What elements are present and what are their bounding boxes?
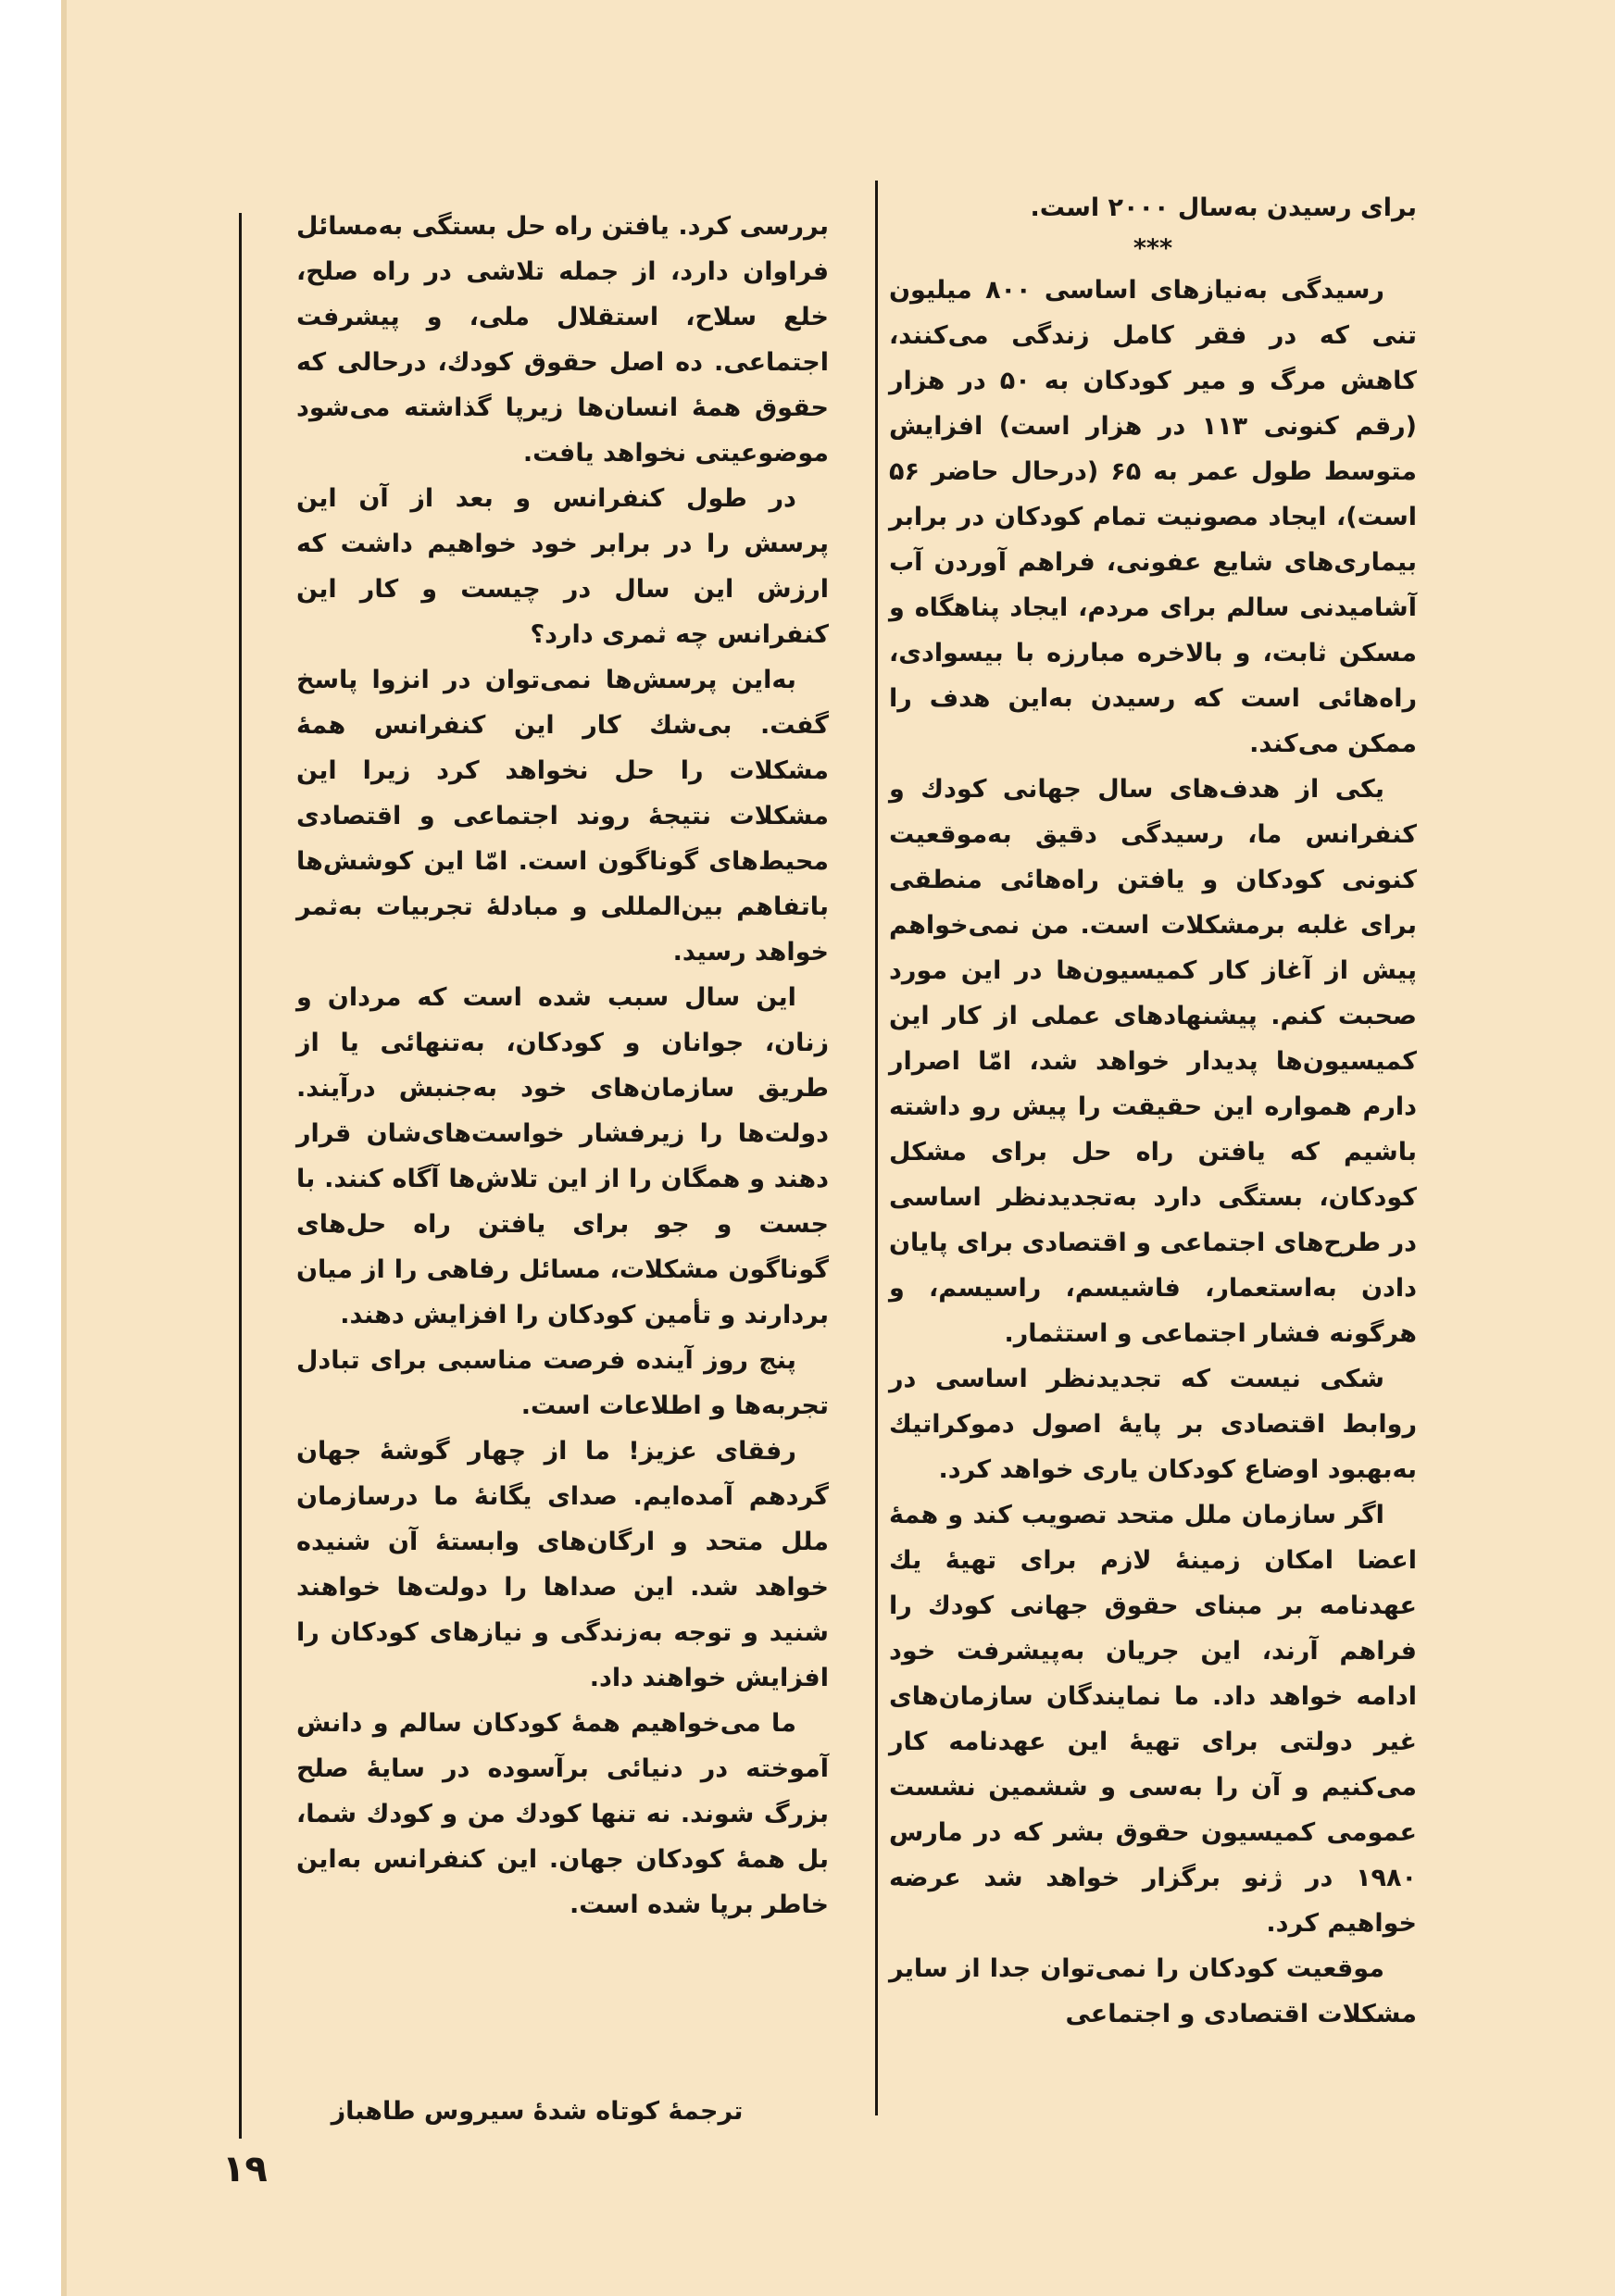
paragraph: اگر سازمان ملل متحد تصویب کند و همهٔ اعضا امکان زمینهٔ لازم برای تهیهٔ یك عهدنامه بر مبنای حقوق جهانی کودك را فراهم آرند، این جریان به‌پیشرفت خود ادامه خواهد داد. ما نمایندگان سازمان‌های غیر دولتی برای تهیهٔ این عهدنامه کار می‌کنیم و آن را به‌سی و ششمین نشست عمومی کمیسیون حقوق بشر که در مارس ۱۹۸۰ در ژنو برگزار خواهد شد عرضه خواهیم کرد. (889, 1501, 1417, 1938)
paragraph: به‌این پرسش‌ها نمی‌توان در انزوا پاسخ گفت. بی‌شك کار این کنفرانس همهٔ مشکلات را حل نخواهد کرد زیرا این مشکلات نتیجهٔ روند اجتماعی و اقتصادی محیط‌های گوناگون است. امّا این کوشش‌ها باتفاهم بین‌المللی و مبادلهٔ تجربیات به‌ثمر خواهد رسید. (296, 666, 829, 967)
paragraph: ما می‌خواهیم همهٔ کودکان سالم و دانش آموخته در دنیائی برآسوده در سایهٔ صلح بزرگ شوند. نه تنها کودك من و کودك شما، بل همهٔ کودکان جهان. این کنفرانس به‌این خاطر برپا شده است. (296, 1709, 829, 1919)
paragraph: یکی از هدف‌های سال جهانی کودك و کنفرانس ما، رسیدگی دقیق به‌موقعیت کنونی کودکان و یافتن راه‌هائی منطقی برای غلبه برمشکلات است. من نمی‌خواهم پیش از آغاز کار کمیسیون‌ها در این مورد صحبت کنم. پیشنهادهای عملی از کار این کمیسیون‌ها پدیدار خواهد شد، امّا اصرار دارم همواره این حقیقت را پیش رو داشته باشیم که یافتن راه حل برای مشکل کودکان، بستگی دارد به‌تجدیدنظر اساسی در طرح‌های اجتماعی و اقتصادی برای پایان دادن به‌استعمار، فاشیسم، راسیسم، و هرگونه فشار اجتماعی و استثمار. (889, 775, 1417, 1348)
column-rule-right (875, 181, 878, 2115)
paragraph: بررسی کرد. یافتن راه حل بستگی به‌مسائل فراوان دارد، از جمله تلاشی در راه صلح، خلع سلاح، استقلال ملی، و پیشرفت اجتماعی. ده اصل حقوق کودك، درحالی که حقوق همهٔ انسان‌ها زیرپا گذاشته می‌شود موضوعیتی نخواهد یافت. (296, 212, 829, 468)
paragraph: رسیدگی به‌نیازهای اساسی ۸۰۰ میلیون تنی که در فقر کامل زندگی می‌کنند، کاهش مرگ و میر کودکان به ۵۰ در هزار (رقم کنونی ۱۱۳ در هزار است) افزایش متوسط طول عمر به ۶۵ (درحال حاضر ۵۶ است)، ایجاد مصونیت تمام کودکان در برابر بیماری‌های شایع عفونی، فراهم آوردن آب آشامیدنی سالم برای مردم، ایجاد پناهگاه و مسکن ثابت، و بالاخره مبارزه با بیسوادی، راه‌هائی است که رسیدن به‌این هدف را ممکن می‌کند. (889, 276, 1418, 758)
paragraph: شکی نیست که تجدیدنظر اساسی در روابط اقتصادی بر پایهٔ اصول دموکراتیك به‌بهبود اوضاع کودکان یاری خواهد کرد. (889, 1365, 1417, 1484)
page-edge (61, 0, 67, 2296)
paragraph: رفقای عزیز! ما از چهار گوشهٔ جهان گردهم آمده‌ایم. صدای یگانهٔ ما درسازمان ملل متحد و ارگان‌های وابستهٔ آن شنیده خواهد شد. این صداها را دولت‌ها خواهند شنید و توجه به‌زندگی و نیازهای کودکان را افزایش خواهند داد. (296, 1437, 829, 1692)
page-number: ۱۹ (222, 2148, 268, 2190)
paragraph: پنج روز آینده فرصت مناسبی برای تبادل تجربه‌ها و اطلاعات است. (296, 1346, 829, 1420)
paragraph: در طول کنفرانس و بعد از آن این پرسش را در برابر خود خواهیم داشت که ارزش این سال در چیست و کار این کنفرانس چه ثمری دارد؟ (296, 484, 829, 649)
paragraph: برای رسیدن به‌سال ۲۰۰۰ است. (1030, 193, 1417, 222)
section-separator: *** (1133, 234, 1173, 263)
translator-byline: ترجمهٔ کوتاه شدهٔ سیروس طاهباز (331, 2097, 744, 2126)
paragraph: موقعیت کودکان را نمی‌توان جدا از سایر مشکلات اقتصادی و اجتماعی (889, 1954, 1417, 2028)
column-rule-left (239, 213, 242, 2139)
paragraph: این سال سبب شده است که مردان و زنان، جوانان و کودکان، به‌تنهائی یا از طریق سازمان‌های خود به‌جنبش درآیند. دولت‌ها را زیرفشار خواست‌های‌شان قرار دهند و همگان را از این تلاش‌ها آگاه کنند. با جست و جو برای یافتن راه حل‌های گوناگون مشکلات، مسائل رفاهی را از میان بردارند و تأمین کودکان را افزایش دهند. (296, 983, 829, 1329)
left-column (296, 204, 829, 1928)
right-column (889, 185, 1417, 2037)
